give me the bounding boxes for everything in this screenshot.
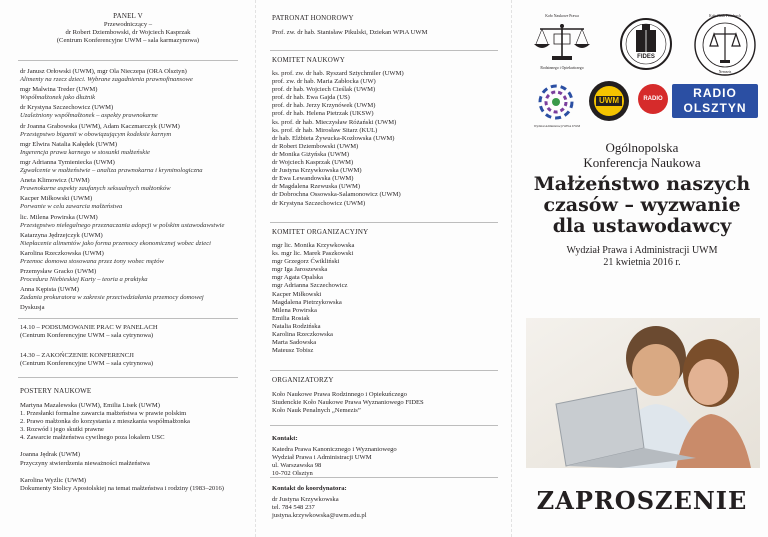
logo-caption: Koło Naukowe Prawa — [545, 14, 579, 18]
subtitle-line: Ogólnopolska — [605, 140, 679, 155]
speaker-name: dr Janusz Orłowski (UWM), mgr Ola Nieczepa (ORA Olsztyn) — [20, 68, 187, 75]
scientific-member: prof. dr hab. Ewa Gajda (US) — [272, 94, 350, 102]
poster-item: 2. Prawo małżonka do korzystania z mieszkania współmałżonka — [20, 418, 190, 426]
contact-line: Katedra Prawa Kanonicznego i Wyznaniowego — [272, 446, 397, 454]
schedule-title: 14.30 – ZAKOŃCZENIE KONFERENCJI — [20, 352, 134, 360]
speaker-entry — [20, 232, 252, 248]
speaker-entry — [20, 104, 252, 120]
moderators: dr Robert Dziembowski, dr Wojciech Kasprzak — [65, 29, 191, 37]
divider — [18, 377, 238, 378]
title-line: czasów – wyzwanie — [543, 194, 741, 216]
scientific-member: prof. zw. dr hab. Maria Zabłocka (UW) — [272, 78, 376, 86]
speaker-topic: Alimenty na rzecz dzieci. Wybrane zagadnienia prawnofinansowe — [20, 76, 193, 84]
speaker-entry — [20, 268, 252, 284]
logo-caption: Koło Nauk Penalnych — [709, 14, 741, 18]
logo-caption: Nemezis — [718, 70, 732, 74]
scientific-member: ks. prof. dr hab. Mieczysław Różański (UWM) — [272, 118, 397, 126]
scientific-member: dr Dobrochna Ossowska-Salamonowicz (UWM) — [272, 191, 401, 199]
organizing-member: Kacper Miłkowski — [272, 290, 322, 298]
logo-caption: Wydział Administracji WPiA UWM — [533, 124, 581, 128]
speaker-name: dr Krystyna Szczechowicz (UWM) — [20, 104, 114, 112]
organizing-member: Natalia Rodzińska — [272, 322, 321, 330]
title-line: Małżeństwo naszych — [533, 173, 751, 195]
speaker-name: mgr Malwina Treder (UWM) — [20, 86, 98, 94]
scientific-member: prof. dr hab. Jerzy Krzynówek (UWM) — [272, 102, 376, 110]
scientific-member: dr Monika Giżyńska (UWM) — [272, 150, 350, 158]
schedule-item — [20, 324, 252, 340]
organizing-member: Karolina Rzeczkowska — [272, 331, 333, 339]
poster-item: 3. Rozwód i jego skutki prawne — [20, 426, 104, 434]
scientific-member: dr Robert Dziembowski (UWM) — [272, 142, 359, 150]
organizing-member: mgr Adrianna Szczechowicz — [272, 282, 348, 290]
panel5-heading: PANEL V — [113, 12, 143, 20]
poster-item: Dokumenty Stolicy Apostolskiej na temat małżeństwa i rodziny (1983–2016) — [20, 484, 225, 492]
speaker-entry — [20, 286, 252, 302]
scientific-committee — [272, 56, 502, 208]
coordinator-phone: tel. 784 548 237 — [272, 504, 315, 512]
posters-heading: POSTERY NAUKOWE — [20, 387, 92, 395]
poster-group — [20, 402, 252, 442]
speaker-topic: Niepłacenie alimentów jako forma przemocy ekonomicznej wobec dzieci — [20, 239, 211, 247]
organizing-member: mgr lic. Monika Krzywkowska — [272, 242, 355, 249]
speaker-topic: Zadania prokuratora w zakresie przeciwdziałania przemocy domowej — [20, 294, 204, 302]
honorary-patron: Prof. zw. dr hab. Stanisław Pikulski, Dziekan WPiA UWM — [272, 29, 428, 36]
organizing-member: mgr Iga Jaroszewska — [272, 266, 328, 274]
discussion-label: Dyskusja — [20, 304, 45, 312]
speaker-entry — [20, 159, 252, 175]
divider — [270, 370, 498, 371]
speaker-name: mgr Elwira Natalia Kałędek (UWM) — [20, 140, 118, 148]
speaker-name: Kacper Miłkowski (UWM) — [20, 195, 93, 203]
organizer-line: Koło Nauk Penalnych „Nemezis” — [272, 407, 361, 415]
poster-authors: Martyna Mazalewska (UWM), Emilia Lisek (UWM) — [20, 402, 160, 409]
scientific-heading: KOMITET NAUKOWY — [272, 56, 346, 64]
organizing-member: ks. mgr lic. Marek Paszkowski — [272, 250, 354, 258]
organizing-member: Mateusz Tobisz — [272, 347, 314, 355]
organizing-member: mgr Grzegorz Ćwikliński — [272, 258, 340, 266]
schedule-venue: (Centrum Konferencyjne UWM – sala cytrynowa) — [20, 360, 154, 368]
speaker-topic: Uzależniony współmałżonek – aspekty prawnokarne — [20, 112, 158, 120]
speaker-entry — [20, 177, 252, 193]
moderators-label: Przewodniczący – — [103, 21, 153, 28]
fides-logo — [618, 16, 674, 72]
fides-label: FIDES — [637, 54, 655, 60]
divider — [18, 60, 238, 61]
speaker-entry — [20, 214, 252, 230]
coordinator-heading: Kontakt do koordynatora: — [272, 485, 347, 492]
schedule-venue: (Centrum Konferencyjne UWM – sala cytrynowa) — [20, 332, 154, 340]
panel5-speaker-list — [20, 68, 252, 313]
speaker-entry — [20, 68, 252, 84]
speaker-topic: Porwanie w celu zawarcia małżeństwa — [20, 203, 123, 211]
honorary-section — [272, 14, 502, 37]
faculty-star-icon — [534, 80, 578, 124]
radio-olsztyn-logo — [672, 84, 758, 118]
organizing-member: Emilia Rosiak — [272, 314, 310, 322]
radio-line: OLSZTYN — [683, 101, 747, 115]
poster-item: Przyczyny stwierdzenia nieważności małżeństwa — [20, 459, 150, 467]
speaker-entry — [20, 141, 252, 157]
poster-authors: Joanna Jędrak (UWM) — [20, 451, 81, 459]
subtitle-line: Konferencja Naukowa — [583, 155, 701, 170]
nemezis-seal-icon — [692, 12, 758, 78]
scientific-member-list — [272, 70, 502, 208]
speaker-name: lic. Milena Powirska (UWM) — [20, 213, 98, 221]
faculty-name: Wydział Prawa i Administracji UWM — [566, 245, 718, 256]
speaker-name: Karolina Rzeczkowska (UWM) — [20, 249, 104, 257]
scientific-member: dr Ewa Lewandowska (UWM) — [272, 175, 354, 183]
scientific-member: prof. dr hab. Helena Pietrzak (UKSW) — [272, 110, 374, 118]
radio-olsztyn-badge — [638, 84, 668, 114]
scientific-member: dr Justyna Krzywkowska (UWM) — [272, 167, 362, 175]
poster-authors: Karolina Wyżlic (UWM) — [20, 476, 87, 484]
speaker-topic: Prawnokarne aspekty zaufanych seksualnych małżonków — [20, 185, 171, 193]
title-line: dla ustawodawcy — [552, 215, 732, 237]
speaker-name: Anna Kępista (UWM) — [20, 286, 79, 294]
speaker-topic: Współmałżonek jako dłużnik — [20, 94, 96, 102]
column-left — [0, 0, 256, 537]
scientific-member: prof. dr hab. Wojciech Cieślak (UWM) — [272, 86, 376, 94]
posters-section — [20, 387, 252, 493]
organizer-line: Koło Naukowe Prawa Rodzinnego i Opiekuńczego — [272, 391, 407, 398]
speaker-topic: Przemoc domowa stosowana przez żony wobec mężów — [20, 257, 164, 265]
speaker-name: Aneta Klimowicz (UWM) — [20, 177, 90, 185]
schedule — [20, 324, 252, 370]
conference-date: 21 kwietnia 2016 r. — [603, 257, 681, 268]
contact-heading: Kontakt: — [272, 435, 298, 442]
poster-group — [20, 477, 252, 493]
divider — [270, 425, 498, 426]
divider — [270, 50, 498, 51]
column-middle — [256, 0, 512, 537]
speaker-name: dr Joanna Grabowska (UWM), Adam Kaczmarczyk (UWM) — [20, 122, 180, 130]
speaker-entry — [20, 86, 252, 102]
panel5-venue: (Centrum Konferencyjne UWM – sala karmazynowa) — [56, 37, 200, 45]
uwm-faculty-logo — [533, 80, 581, 128]
contact-line: 10-702 Olsztyn — [272, 470, 313, 478]
conference-type — [532, 140, 752, 170]
conference-details — [532, 245, 752, 269]
speaker-topic: Ingerencja prawa karnego w stosunki małżeńskie — [20, 148, 150, 156]
uwm-radio-logo — [588, 80, 630, 122]
logo-caption: Rodzinnego i Opiekuńczego — [540, 66, 584, 70]
organizing-member: Milena Powirska — [272, 306, 317, 314]
scientific-member: dr hab. Elżbieta Żywucka-Kozłowska (UWM) — [272, 134, 395, 142]
scientific-member: dr Krystyna Szczechowicz (UWM) — [272, 199, 366, 207]
coordinator-name: dr Justyna Krzywkowska — [272, 496, 339, 504]
speaker-entry — [20, 195, 252, 211]
organizing-heading: KOMITET ORGANIZACYJNY — [272, 228, 369, 236]
divider — [18, 318, 238, 319]
couple-laptop-illustration — [526, 318, 760, 468]
organizing-member: Magdalena Pietrzykowska — [272, 298, 342, 306]
family-law-club-logo — [528, 14, 596, 70]
speaker-topic: Zgwałcenie w małżeństwie – analiza prawnokarna i kryminologiczna — [20, 167, 203, 175]
radio-badge-label: RADIO — [638, 84, 668, 114]
coordinator-section — [272, 485, 502, 520]
speaker-name: mgr Adrianna Tymieniecka (UWM) — [20, 158, 115, 166]
speaker-topic: Procedura Niebieskiej Karty – teoria a praktyka — [20, 276, 148, 284]
uwm-label: UWM — [599, 96, 619, 105]
speaker-entry — [20, 250, 252, 266]
speaker-name: Katarzyna Jędrzejczyk (UWM) — [20, 231, 103, 239]
honorary-heading: PATRONAT HONOROWY — [272, 14, 354, 22]
fides-emblem-icon — [618, 16, 674, 72]
organizing-member: Marta Sadowska — [272, 339, 317, 347]
invitation-heading: ZAPROSZENIE — [536, 486, 748, 515]
organizers-heading: ORGANIZATORZY — [272, 376, 334, 384]
schedule-title: 14.10 – PODSUMOWANIE PRAC W PANELACH — [20, 324, 158, 331]
organizer-line: Studenckie Koło Naukowe Prawa Wyznaniowego FIDES — [272, 399, 424, 407]
speaker-topic: Przestępstwo niełegalnego przeznaczania adopcji w polskim ustawodawstwie — [20, 221, 225, 229]
speaker-name: Przemysław Gracko (UWM) — [20, 268, 97, 276]
scientific-member: dr Wojciech Kasprzak (UWM) — [272, 159, 354, 167]
poster-item: 1. Przesłanki formalne zawarcia małżeństwa w prawie polskim — [20, 410, 187, 418]
scientific-member: ks. prof. dr hab. Mirosław Sitarz (KUL) — [272, 126, 378, 134]
poster-item: 4. Zawarcie małżeństwa cywilnego poza lokalem USC — [20, 434, 165, 442]
organizers-section — [272, 376, 502, 415]
speaker-topic: Przestępstwo bigamii w obowiązującym kodeksie karnym — [20, 130, 172, 138]
organizing-member-list — [272, 242, 502, 355]
conference-title — [518, 174, 766, 237]
divider — [270, 477, 498, 478]
speaker-entry — [20, 123, 252, 139]
radio-line: RADIO — [693, 86, 737, 100]
poster-group — [20, 451, 252, 467]
panel5-header — [20, 12, 236, 45]
nemezis-logo — [692, 12, 758, 78]
scientific-member: dr Magdalena Rzewuska (UWM) — [272, 183, 361, 191]
organizing-committee — [272, 228, 502, 355]
contact-line: Wydział Prawa i Administracji UWM — [272, 454, 372, 462]
contact-section — [272, 435, 502, 478]
coordinator-email[interactable]: justyna.krzywkowska@uwm.edu.pl — [272, 512, 367, 520]
scientific-member: ks. prof. zw. dr hab. Ryszard Sztychmiler (UWM) — [272, 70, 404, 77]
schedule-item — [20, 352, 252, 368]
contact-line: ul. Warszawska 98 — [272, 462, 322, 470]
organizing-member: mgr Agata Opalska — [272, 274, 323, 282]
couple-laptop-photo — [526, 318, 760, 468]
scales-icon — [528, 20, 596, 66]
divider — [270, 222, 498, 223]
